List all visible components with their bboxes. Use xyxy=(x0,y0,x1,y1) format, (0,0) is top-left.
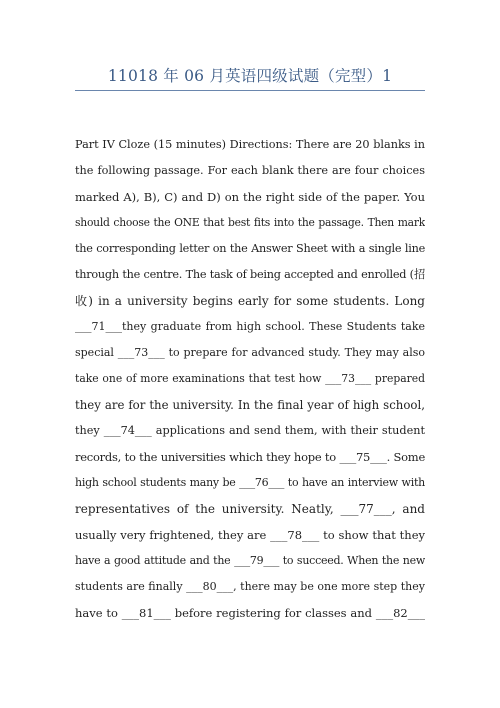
passage-line: records, to the universities which they hope to ___75___. Some xyxy=(75,450,425,464)
passage-line: through the centre. The task of being accepted and enrolled (招 xyxy=(75,268,425,281)
passage-line: students are finally ___80___, there may be one more step they xyxy=(75,580,425,593)
passage-line: 收) in a university begins early for some students. Long xyxy=(75,294,425,308)
passage-line: should choose the ONE that best fits into the passage. Then mark xyxy=(75,216,425,229)
passage-line: they ___74___ applications and send them, with their student xyxy=(75,424,425,437)
passage-line: representatives of the university. Neatly, ___77___, and xyxy=(75,502,425,516)
passage-line: marked A), B), C) and D) on the right side of the paper. You xyxy=(75,190,425,204)
passage-body xyxy=(75,132,425,626)
passage-line: the corresponding letter on the Answer Sheet with a single line xyxy=(75,242,425,255)
passage-line: ___71___they graduate from high school. These Students take xyxy=(75,320,425,333)
title-divider xyxy=(75,90,425,91)
document-title: 11018 年 06 月英语四级试题（完型）1 xyxy=(107,67,393,85)
passage-line: Part IV Cloze (15 minutes) Directions: There are 20 blanks in xyxy=(75,138,425,151)
passage-line: usually very frightened, they are ___78___ to show that they xyxy=(75,528,425,542)
passage-line: have a good attitude and the ___79___ to succeed. When the new xyxy=(75,554,425,567)
passage-line: have to ___81___ before registering for classes and ___82___ xyxy=(75,606,425,620)
passage-line: they are for the university. In the final year of high school, xyxy=(75,398,425,412)
passage-line: special ___73___ to prepare for advanced study. They may also xyxy=(75,346,425,359)
passage-line: take one of more examinations that test how ___73___ prepared xyxy=(75,372,425,385)
passage-line: the following passage. For each blank there are four choices xyxy=(75,164,425,177)
passage-line: high school students many be ___76___ to have an interview with xyxy=(75,476,425,489)
